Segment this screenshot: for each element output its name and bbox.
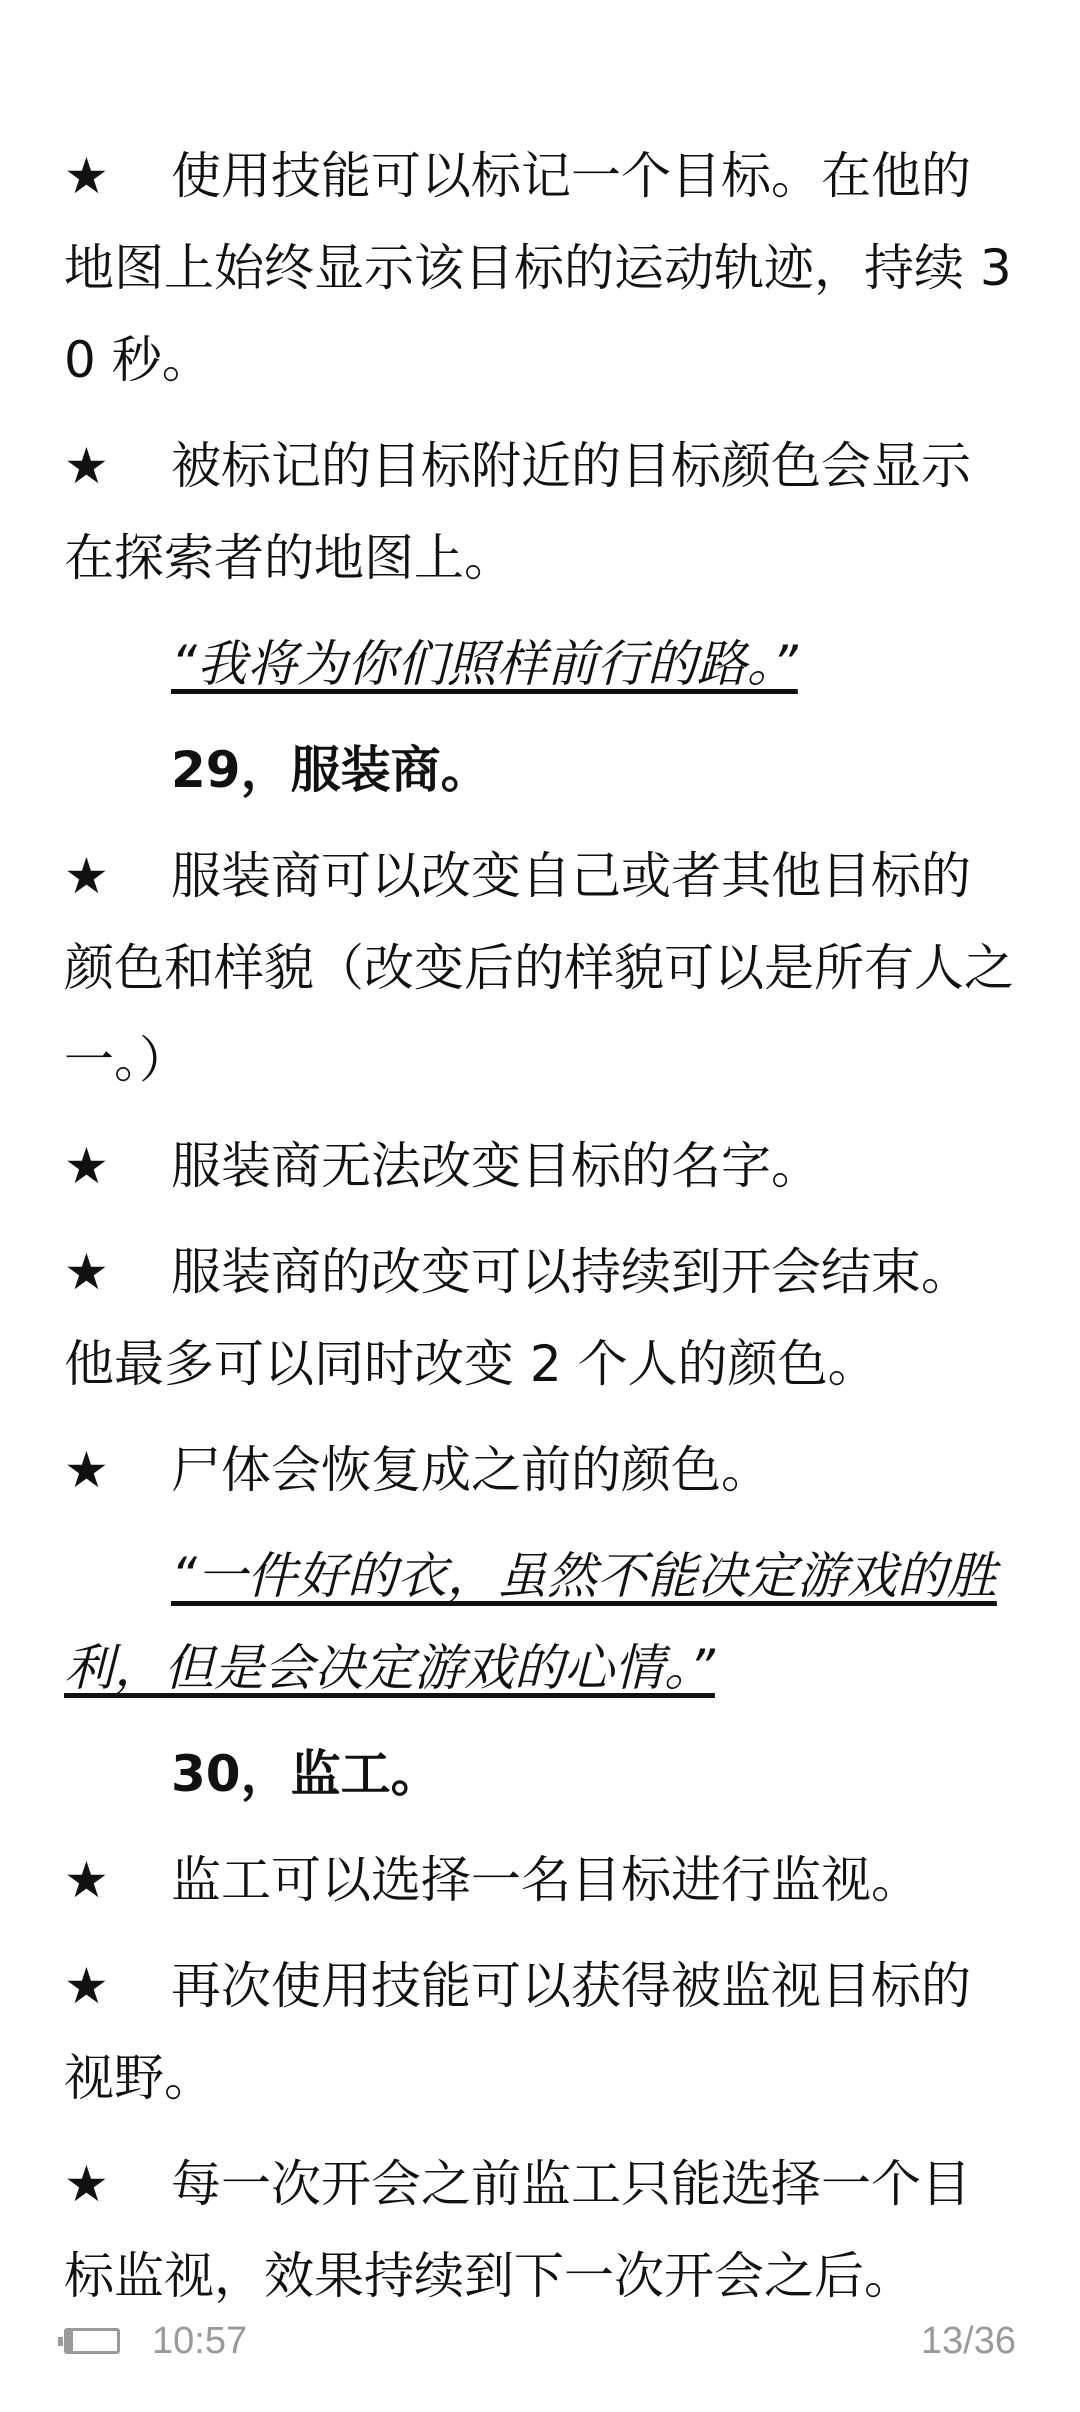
- paragraph-text: 尸体会恢复成之前的颜色。: [171, 1441, 771, 1499]
- star-bullet: ★: [64, 1243, 109, 1301]
- reader-status-bar: [64, 2316, 1016, 2366]
- quote-text: “我将为你们照样前行的路。”: [171, 635, 798, 693]
- bullet-paragraph: [64, 130, 1016, 406]
- quote-text: “一件好的衣，虽然不能决定游戏的胜利，但是会决定游戏的心情。”: [64, 1547, 997, 1697]
- bullet-paragraph: [64, 1424, 1016, 1516]
- bullet-paragraph: [64, 1226, 1016, 1410]
- star-bullet: ★: [64, 2155, 109, 2213]
- paragraph-text: 服装商可以改变自己或者其他目标的颜色和样貌（改变后的样貌可以是所有人之一。）: [64, 847, 1014, 1089]
- paragraph-text: 服装商无法改变目标的名字。: [171, 1137, 821, 1195]
- bullet-paragraph: [64, 420, 1016, 604]
- quote-paragraph: [64, 618, 1016, 710]
- battery-icon: [64, 2328, 120, 2354]
- star-bullet: ★: [64, 1137, 109, 1195]
- paragraph-text: 被标记的目标附近的目标颜色会显示在探索者的地图上。: [64, 437, 971, 587]
- bullet-paragraph: [64, 1834, 1016, 1926]
- paragraph-text: 服装商的改变可以持续到开会结束。他最多可以同时改变 2 个人的颜色。: [64, 1243, 971, 1393]
- paragraph-text: 每一次开会之前监工只能选择一个目标监视，效果持续到下一次开会之后。: [64, 2155, 971, 2305]
- star-bullet: ★: [64, 1441, 109, 1499]
- bullet-paragraph: [64, 2138, 1016, 2322]
- bullet-paragraph: [64, 1940, 1016, 2124]
- page-indicator: 13/36: [920, 2319, 1016, 2362]
- star-bullet: ★: [64, 1957, 109, 2015]
- star-bullet: ★: [64, 1851, 109, 1909]
- bullet-paragraph: [64, 1120, 1016, 1212]
- battery-fill: [67, 2331, 73, 2351]
- heading-text: 29，服装商。: [171, 741, 491, 799]
- star-bullet: ★: [64, 147, 109, 205]
- paragraph-text: 使用技能可以标记一个目标。在他的地图上始终显示该目标的运动轨迹，持续 30 秒。: [64, 147, 1012, 389]
- quote-paragraph: [64, 1530, 1016, 1714]
- star-bullet: ★: [64, 847, 109, 905]
- heading-text: 30，监工。: [171, 1745, 441, 1803]
- section-heading: [64, 724, 1016, 816]
- status-left: [64, 2320, 247, 2363]
- star-bullet: ★: [64, 437, 109, 495]
- section-heading: [64, 1728, 1016, 1820]
- paragraph-text: 监工可以选择一名目标进行监视。: [171, 1851, 921, 1909]
- clock-time: 10:57: [152, 2319, 248, 2362]
- paragraph-text: 再次使用技能可以获得被监视目标的视野。: [64, 1957, 971, 2107]
- reader-content: [64, 130, 1016, 2336]
- bullet-paragraph: [64, 830, 1016, 1106]
